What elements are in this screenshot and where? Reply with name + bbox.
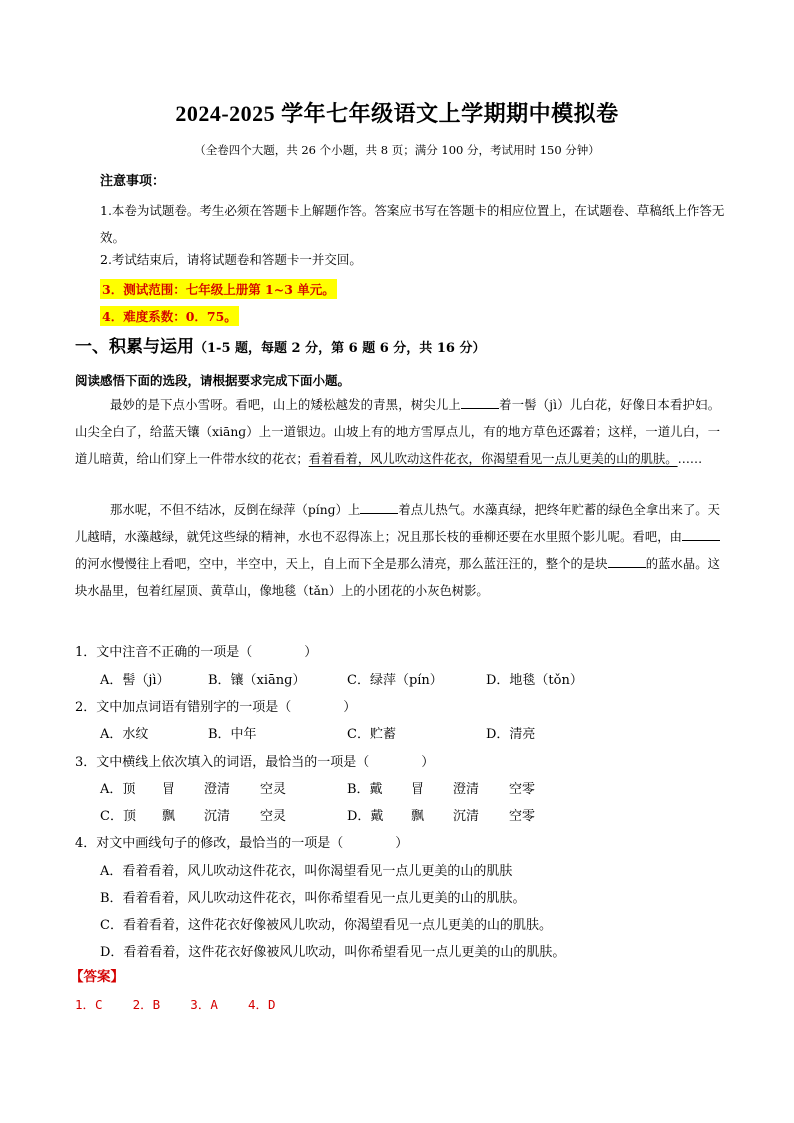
- option-word: D．戴: [347, 809, 384, 824]
- question-2-option-c[interactable]: C．贮蓄: [347, 727, 396, 742]
- question-3-option-d[interactable]: [347, 805, 536, 824]
- exam-subtitle: （全卷四个大题，共 26 个小题，共 8 页；满分 100 分，考试用时 150 分钟）: [194, 143, 600, 157]
- question-1-option-a[interactable]: A．髻（jì）: [100, 673, 170, 688]
- section-heading: [75, 332, 485, 357]
- option-word: 空零: [509, 782, 536, 797]
- fill-blank-2: [360, 503, 398, 514]
- passage-text: 着点儿热气。水藻真绿，把终年贮蓄的绿色全拿出来了。天儿越晴，水藻越绿，就凭这些绿的精神，水也不忍得冻上；况且那长枝的垂柳还要在水里照个影儿呢。看吧，由: [75, 503, 720, 544]
- option-word: 澄清: [453, 782, 480, 797]
- notice-item-2: 2.考试结束后，请将试题卷和答题卡一并交回。: [100, 252, 362, 267]
- section-title-text: 一、积累与运用: [75, 337, 194, 357]
- question-4-option-d[interactable]: D．看着看着，这件花衣好像被风儿吹动，叫你希望看见一点儿更美的山的肌肤。: [100, 945, 566, 960]
- passage-paragraph-2: [75, 497, 720, 605]
- fill-blank-1: [461, 398, 499, 409]
- question-2-stem: 2．文中加点词语有错别字的一项是（ ）: [75, 700, 357, 715]
- fill-blank-4: [608, 557, 646, 568]
- option-word: 空零: [509, 809, 536, 824]
- option-word: 空灵: [260, 782, 287, 797]
- passage-text: 最妙的是下点小雪呀。看吧，山上的矮松越发的青黑，树尖儿上: [110, 398, 461, 412]
- question-2-option-a[interactable]: A．水纹: [100, 727, 149, 742]
- page-title: 2024-2025 学年七年级语文上学期期中模拟卷: [175, 101, 619, 126]
- answer-key: 1．C 2．B 3．A 4．D: [75, 997, 276, 1012]
- question-1-stem: 1．文中注音不正确的一项是（ ）: [75, 645, 318, 660]
- notice-item-3-highlight: 3．测试范围：七年级上册第 1~3 单元。: [100, 279, 337, 299]
- answer-label: 【答案】: [70, 969, 124, 985]
- question-4-option-a[interactable]: A．看着看着，风儿吹动这件花衣，叫你渴望看见一点儿更美的山的肌肤: [100, 864, 513, 879]
- option-word: 飘: [162, 809, 176, 824]
- option-word: 空灵: [260, 809, 287, 824]
- option-word: B．戴: [347, 782, 383, 797]
- question-2-option-b[interactable]: B．中年: [208, 727, 257, 742]
- option-word: 沉清: [453, 809, 480, 824]
- question-4-stem: 4．对文中画线句子的修改，最恰当的一项是（ ）: [75, 836, 409, 851]
- question-2-option-d[interactable]: D．清亮: [486, 727, 536, 742]
- option-word: 冒: [411, 782, 425, 797]
- option-word: 澄清: [204, 782, 231, 797]
- option-word: 沉清: [204, 809, 231, 824]
- fill-blank-3: [682, 530, 720, 541]
- passage-text: 着一髻（jì）儿白花，好像日本看护妇。山尖全白了，给蓝天镶（xiānɡ）上一道银边。山坡上有的地方雪厚点儿，有的地方草色还露着；这样，一道儿白，一道儿暗黄，给山们穿上一件带水纹的花衣；: [75, 398, 720, 466]
- question-3-stem: 3．文中横线上依次填入的词语，最恰当的一项是（ ）: [75, 755, 435, 770]
- question-3-option-a[interactable]: [100, 778, 287, 797]
- notice-item-1: 1.本卷为试题卷。考生必须在答题卡上解题作答。答案应书写在答题卡的相应位置上，在试题卷、草稿纸上作答无效。: [100, 203, 725, 245]
- question-1-option-c[interactable]: C．绿萍（pín）: [347, 673, 443, 688]
- underlined-sentence: 看着看着，风儿吹动这件花衣，你渴望看见一点儿更美的山的肌肤。: [308, 452, 678, 466]
- reading-instruction: 阅读感悟下面的选段，请根据要求完成下面小题。: [75, 373, 351, 388]
- notice-item-4-highlight: 4．难度系数：0．75。: [100, 306, 239, 326]
- question-3-option-c[interactable]: [100, 805, 287, 824]
- section-scoring: （1-5 题，每题 2 分，第 6 题 6 分，共 16 分）: [194, 341, 486, 356]
- option-word: C．顶: [100, 809, 136, 824]
- notice-heading: 注意事项：: [100, 174, 166, 189]
- question-1-option-d[interactable]: D．地毯（tǒn）: [486, 673, 583, 688]
- question-4-option-b[interactable]: B．看着看着，风儿吹动这件花衣，叫你希望看见一点儿更美的山的肌肤。: [100, 891, 526, 906]
- option-word: 冒: [162, 782, 176, 797]
- passage-paragraph-1: [75, 392, 720, 473]
- passage-text: 那水呢，不但不结冰，反倒在绿萍（pínɡ）上: [110, 503, 361, 517]
- question-3-option-b[interactable]: [347, 778, 536, 797]
- option-word: 飘: [411, 809, 425, 824]
- passage-ellipsis: ……: [677, 452, 703, 466]
- passage-text: 的蓝水晶。这块水晶里，包着红屋顶、黄草山，像地毯（tǎn）上的小团花的小灰色树影。: [75, 557, 720, 598]
- passage-text: 的河水慢慢往上看吧，空中，半空中，天上，自上而下全是那么清亮，那么蓝汪汪的，整个的是块: [75, 557, 608, 571]
- question-1-option-b[interactable]: B．镶（xiānɡ）: [208, 673, 306, 688]
- question-4-option-c[interactable]: C．看着看着，这件花衣好像被风儿吹动，你渴望看见一点儿更美的山的肌肤。: [100, 918, 552, 933]
- option-word: A．顶: [100, 782, 136, 797]
